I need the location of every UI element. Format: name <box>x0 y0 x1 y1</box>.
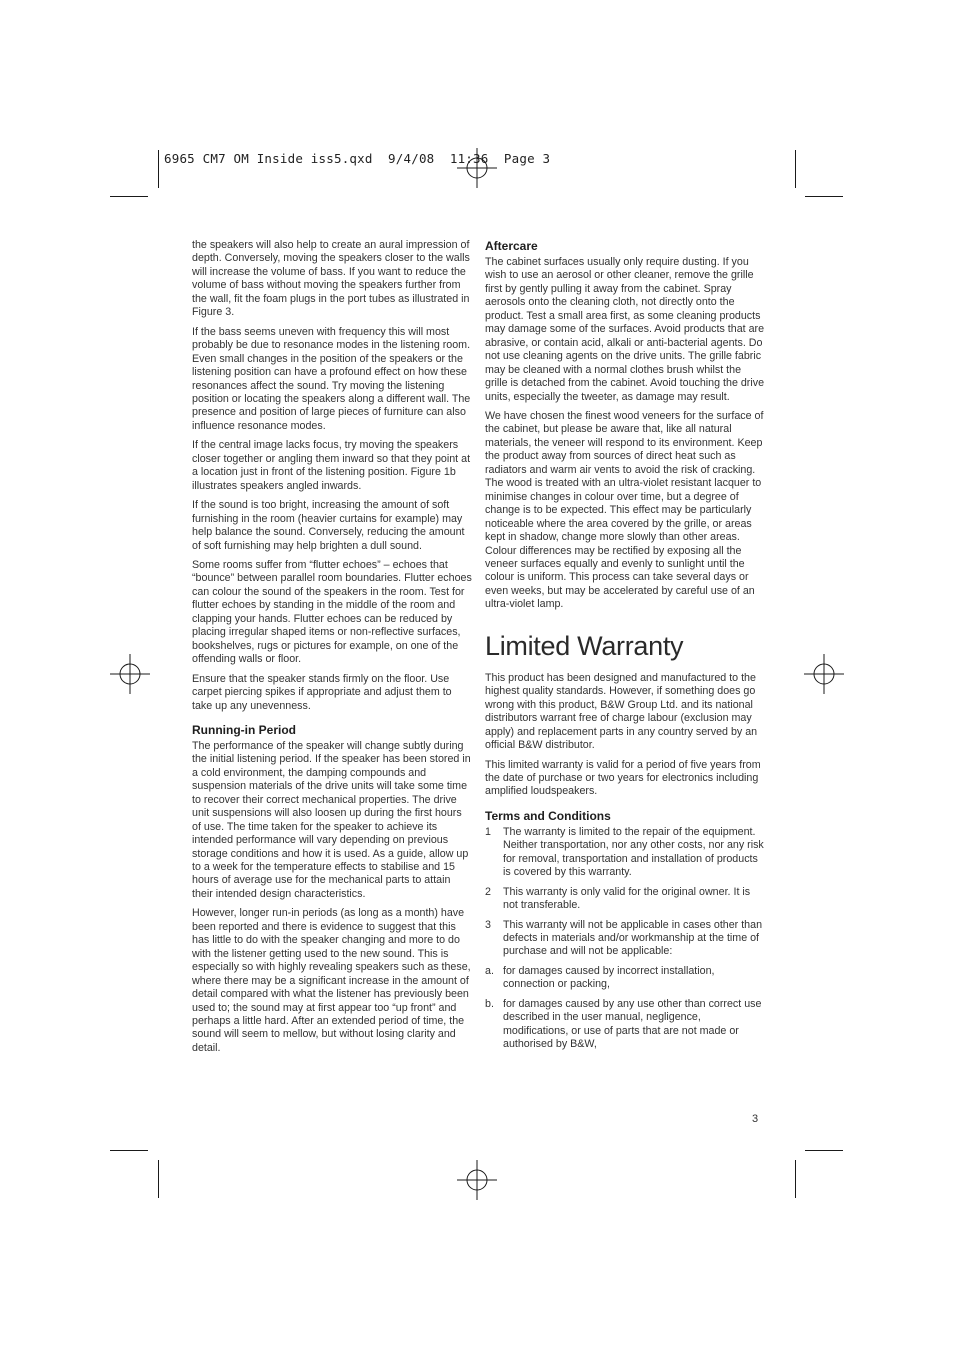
list-item-text: This warranty will not be applicable in cases other than defects in materials and/or workmanship at the time of purchase and will not be applicable: <box>503 918 763 958</box>
paragraph: If the sound is too bright, increasing the amount of soft furnishing in the room (heavier curtains for example) may help balance the sound. Conversely, reducing the amount of soft furnishing may help brighten a dull sound. <box>192 499 465 552</box>
list-item-text: This warranty is only valid for the original owner. It is not transferable. <box>503 885 751 912</box>
list-item-number: 2 <box>485 885 491 898</box>
list-item <box>485 826 765 880</box>
paragraph: Some rooms suffer from “flutter echoes” – echoes that “bounce” between parallel room boundaries. Flutter echoes can colour the sound of the speakers in the room. Test for flutter echoes by standing in the middle of the room and clapping your hands. Flutter echoes can be reduced by placing irregular shaped items or non-reflective surfaces, bookshelves, rugs or pictures for example, on one of the offending walls or floor. <box>192 558 472 666</box>
paragraph: If the bass seems uneven with frequency this will most probably be due to resonance modes in the listening room. Even small changes in the position of the speakers or the listening position can have a profound effect on how these resonances affect the sound. Try moving the listening position or locating the speakers along a different wall. The presence and position of large pieces of furniture can also influence resonance modes. <box>192 325 471 432</box>
registration-mark-bottom <box>457 1160 497 1200</box>
crop-mark <box>795 150 796 188</box>
paragraph: If the central image lacks focus, try moving the speakers closer together or angling them inward so that they point at a location just in front of the listening position. Figure 1b illustrates speakers angled inwards. <box>192 439 471 492</box>
crop-mark <box>158 150 159 188</box>
paragraph: This limited warranty is valid for a period of five years from the date of purchase or two years for electronics including amplified loudspeakers. <box>485 758 761 798</box>
paragraph: However, longer run-in periods (as long as a month) have been reported and there is evidence to suggest that this has little to do with the speaker changing and more to do with the listener getting used to the new sound. This is especially so with highly revealing speakers such as these, where there may be a significant increase in the amount of detail compared with what the listener has previously been used to; the sound may at first appear too “up front” and perhaps a little hard. After an extended period of time, the sound will seem to mellow, but without losing clarity and detail. <box>192 907 471 1054</box>
crop-mark <box>805 196 843 197</box>
list-item-number: 3 <box>485 918 491 931</box>
crop-mark <box>795 1160 796 1198</box>
list-item-number: 1 <box>485 825 491 838</box>
section-heading-terms: Terms and Conditions <box>485 808 611 823</box>
crop-mark <box>110 1150 148 1151</box>
crop-mark <box>158 1160 159 1198</box>
list-item-number: b. <box>485 997 494 1010</box>
left-column <box>192 239 472 1061</box>
crop-mark <box>805 1150 843 1151</box>
paragraph: We have chosen the finest wood veneers for the surface of the cabinet, but please be aware that, like all natural materials, the veneer will respond to its environment. Keep the product away from sources of direct heat such as radiators and warm air vents to avoid the risk of cracking. The wood is treated with an ultra-violet resistant lacquer to minimise changes in colour over time, but a degree of change is to be expected. This effect may be particularly noticeable where the area covered by the grille, or areas kept in shadow, change more slowly than other areas. Colour differences may be rectified by exposing all the veneer surfaces equally and evenly to sunlight until the colour is uniform. This process can take several days or even weeks, but may be accelerated by careful use of an ultra-violet lamp. <box>485 409 764 611</box>
list-item <box>485 965 765 992</box>
registration-mark-top <box>457 148 497 188</box>
list-item <box>485 886 765 913</box>
warranty-title: Limited Warranty <box>485 630 684 661</box>
list-item-text: for damages caused by incorrect installation, connection or packing, <box>503 964 715 991</box>
paragraph: The cabinet surfaces usually only require dusting. If you wish to use an aerosol or other cleaner, remove the grille first by gently pulling it away from the cabinet. Spray aerosols onto the cleaning cloth, not directly onto the product. Test a small area first, as some cleaning products may damage some of the surfaces. Avoid products that are abrasive, or contain acid, alkali or anti-bacterial agents. Do not use cleaning agents on the drive units. The grille fabric may be cleaned with a normal clothes brush whilst the grille is detached from the cabinet. Avoid touching the drive units, especially the tweeter, as damage may result. <box>485 256 765 403</box>
paragraph: the speakers will also help to create an aural impression of depth. Conversely, moving the speakers closer to the walls will increase the volume of bass. If you want to reduce the volume of bass without moving the speakers further from the wall, fit the foam plugs in the port tubes as illustrated in Figure 3. <box>192 239 470 319</box>
page-number: 3 <box>752 1113 759 1125</box>
section-heading-aftercare: Aftercare <box>485 239 538 253</box>
list-item <box>485 998 765 1052</box>
right-column <box>485 239 765 1058</box>
registration-mark-left <box>110 654 150 694</box>
registration-mark-right <box>804 654 844 694</box>
paragraph: This product has been designed and manufactured to the highest quality standards. However, if something does go wrong with this product, B&W Group Ltd. and its national distributors warrant free of charge labour (exclusion may apply) and replacement parts in any country served by an official B&W distributor. <box>485 671 758 752</box>
crop-mark <box>110 196 148 197</box>
paragraph: Ensure that the speaker stands firmly on the floor. Use carpet piercing spikes if appropriate and adjust them to take up any unevenness. <box>192 672 452 712</box>
paragraph: The performance of the speaker will change subtly during the initial listening period. If the speaker has been stored in a cold environment, the damping compounds and suspension materials of the drive units will take some time to recover their correct mechanical properties. The drive unit suspensions will also loosen up during the first hours of use. The time taken for the speaker to achieve its intended performance will vary depending on previous storage conditions and how it is used. As a guide, allow up to a week for the temperature effects to stabilise and 15 hours of average use for the mechanical parts to attain their intended design characteristics. <box>192 739 471 900</box>
list-item-number: a. <box>485 964 494 977</box>
list-item-text: The warranty is limited to the repair of the equipment. Neither transportation, nor any other costs, nor any risk for removal, transportation and installation of products is covered by this warranty. <box>503 825 764 879</box>
section-heading-running-in: Running-in Period <box>192 722 296 737</box>
print-slug: 6965 CM7 OM Inside iss5.qxd 9/4/08 11:36 Page 3 <box>164 151 551 166</box>
list-item-text: for damages caused by any use other than correct use described in the user manual, negligence, modifications, or use of parts that are not made or authorised by B&W, <box>503 997 762 1051</box>
list-item <box>485 919 765 959</box>
